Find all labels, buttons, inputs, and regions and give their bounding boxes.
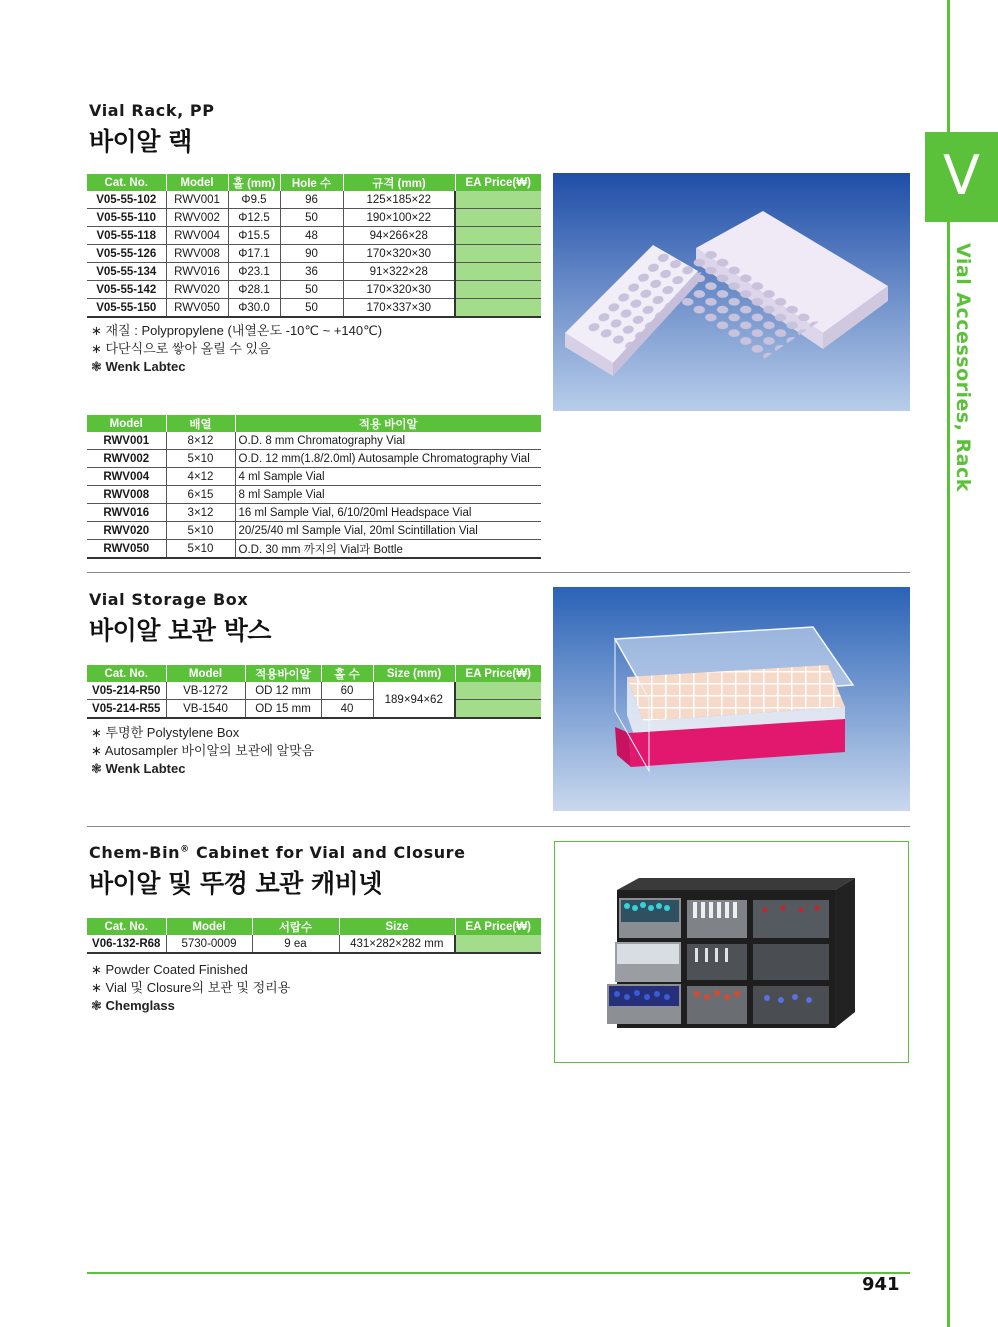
dimension: 94×266×28 — [343, 227, 455, 245]
cabinet-title-brand: Chem-Bin — [89, 843, 181, 862]
cabinet-notes — [91, 961, 290, 1015]
cat-no: V05-55-126 — [87, 245, 166, 263]
col-header: 적용바이알 — [245, 665, 321, 682]
hole-count: 96 — [280, 191, 343, 209]
cabinet-title-ko: 바이알 및 뚜껑 보관 캐비넷 — [89, 869, 382, 898]
table-row — [87, 281, 541, 299]
table-row — [87, 191, 541, 209]
col-header: Cat. No. — [87, 174, 166, 191]
array-layout: 5×10 — [166, 522, 235, 540]
dimension: 170×337×30 — [343, 299, 455, 318]
hole-count: 40 — [321, 700, 373, 719]
cat-no: V05-214-R50 — [87, 682, 166, 700]
hole-diameter: Φ9.5 — [228, 191, 280, 209]
hole-diameter: Φ12.5 — [228, 209, 280, 227]
model: RWV004 — [166, 227, 228, 245]
cabinet-photo — [554, 841, 909, 1063]
col-header: Size (mm) — [373, 665, 455, 682]
col-header: EA Price(₩) — [455, 174, 541, 191]
cat-no: V05-55-150 — [87, 299, 166, 318]
page-number: 941 — [862, 1274, 900, 1295]
table-row — [87, 486, 541, 504]
applicable-vial: O.D. 30 mm 까지의 Vial과 Bottle — [235, 540, 541, 559]
drawer-count: 9 ea — [252, 935, 339, 953]
applicable-vial: 4 ml Sample Vial — [235, 468, 541, 486]
table-header-row — [87, 665, 541, 682]
table-header-row — [87, 415, 541, 432]
table-row — [87, 450, 541, 468]
price-cell — [455, 281, 541, 299]
note-line: ∗ Autosampler 바이알의 보관에 알맞음 — [91, 743, 315, 758]
table-row — [87, 682, 541, 700]
section-tab-label: Vial Accessories, Rack — [952, 243, 974, 492]
vial-rack-title-ko: 바이알 랙 — [89, 127, 192, 156]
section-divider — [87, 572, 910, 573]
cat-no: V05-55-110 — [87, 209, 166, 227]
col-header: 규격 (mm) — [343, 174, 455, 191]
model: RWV001 — [87, 432, 166, 450]
vial-rack-notes — [91, 322, 382, 376]
hole-diameter: Φ23.1 — [228, 263, 280, 281]
cat-no: V06-132-R68 — [87, 935, 166, 953]
table-row — [87, 227, 541, 245]
col-header: 홀 수 — [321, 665, 373, 682]
model: VB-1540 — [166, 700, 245, 719]
price-cell — [455, 245, 541, 263]
col-header: 홀 (mm) — [228, 174, 280, 191]
hole-count: 36 — [280, 263, 343, 281]
note-line: ∗ 재질 : Polypropylene (내열온도 -10℃ ~ +140℃) — [91, 323, 383, 338]
hole-count: 48 — [280, 227, 343, 245]
applicable-vial: 20/25/40 ml Sample Vial, 20ml Scintillation Vial — [235, 522, 541, 540]
model: RWV002 — [87, 450, 166, 468]
table-row — [87, 245, 541, 263]
storage-box-notes — [91, 724, 314, 778]
cabinet-title-en — [89, 843, 466, 862]
cat-no: V05-55-134 — [87, 263, 166, 281]
brand-label: ❃ Chemglass — [91, 998, 175, 1013]
storage-box-title-en: Vial Storage Box — [89, 590, 249, 609]
col-header: Size — [339, 918, 455, 935]
col-header: Model — [87, 415, 166, 432]
size: 431×282×282 mm — [339, 935, 455, 953]
col-header: Cat. No. — [87, 665, 166, 682]
footer-rule — [87, 1272, 910, 1274]
cat-no: V05-214-R55 — [87, 700, 166, 719]
array-layout: 3×12 — [166, 504, 235, 522]
col-header: Model — [166, 174, 228, 191]
table-header-row — [87, 918, 541, 935]
dimension: 125×185×22 — [343, 191, 455, 209]
table-row — [87, 540, 541, 559]
table-row — [87, 263, 541, 281]
table-row — [87, 522, 541, 540]
price-cell — [455, 299, 541, 318]
section-tab-letter: V — [925, 132, 998, 222]
cabinet-title-rest: Cabinet for Vial and Closure — [189, 843, 466, 862]
model: RWV020 — [166, 281, 228, 299]
hole-diameter: Φ17.1 — [228, 245, 280, 263]
model: RWV002 — [166, 209, 228, 227]
model: RWV050 — [166, 299, 228, 318]
dimension: 91×322×28 — [343, 263, 455, 281]
array-layout: 6×15 — [166, 486, 235, 504]
price-cell — [455, 191, 541, 209]
array-layout: 4×12 — [166, 468, 235, 486]
cat-no: V05-55-142 — [87, 281, 166, 299]
registered-mark: ® — [180, 844, 190, 855]
price-cell — [455, 227, 541, 245]
hole-diameter: Φ28.1 — [228, 281, 280, 299]
dimension: 190×100×22 — [343, 209, 455, 227]
hole-diameter: Φ15.5 — [228, 227, 280, 245]
storage-box-title-ko: 바이알 보관 박스 — [89, 616, 271, 645]
price-cell — [455, 700, 541, 719]
table-row — [87, 432, 541, 450]
applicable-vial: O.D. 12 mm(1.8/2.0ml) Autosample Chromatography Vial — [235, 450, 541, 468]
vial-rack-table — [87, 174, 541, 318]
model: RWV016 — [87, 504, 166, 522]
model: RWV008 — [166, 245, 228, 263]
array-layout: 5×10 — [166, 540, 235, 559]
price-cell — [455, 209, 541, 227]
col-header: 적용 바이알 — [235, 415, 541, 432]
brand-label: ❃ Wenk Labtec — [91, 761, 186, 776]
hole-count: 50 — [280, 299, 343, 318]
model: RWV004 — [87, 468, 166, 486]
size: 189×94×62 — [373, 682, 455, 718]
applicable-vial: 16 ml Sample Vial, 6/10/20ml Headspace Vial — [235, 504, 541, 522]
table-row — [87, 209, 541, 227]
price-cell — [455, 935, 541, 953]
note-line: ∗ Vial 및 Closure의 보관 및 정리용 — [91, 980, 291, 995]
table-row — [87, 700, 541, 719]
note-line: ∗ 다단식으로 쌓아 올릴 수 있음 — [91, 341, 271, 356]
storage-box-table — [87, 665, 541, 719]
note-line: ∗ Powder Coated Finished — [91, 962, 248, 977]
vial-rack-application-table — [87, 415, 541, 559]
applicable-vial: OD 15 mm — [245, 700, 321, 719]
vial-rack-photo — [553, 173, 910, 411]
hole-diameter: Φ30.0 — [228, 299, 280, 318]
hole-count: 50 — [280, 281, 343, 299]
model: VB-1272 — [166, 682, 245, 700]
model: 5730-0009 — [166, 935, 252, 953]
cat-no: V05-55-102 — [87, 191, 166, 209]
col-header: Model — [166, 665, 245, 682]
hole-count: 60 — [321, 682, 373, 700]
col-header: EA Price(₩) — [455, 918, 541, 935]
storage-box-photo — [553, 587, 910, 811]
applicable-vial: O.D. 8 mm Chromatography Vial — [235, 432, 541, 450]
brand-label: ❃ Wenk Labtec — [91, 359, 186, 374]
table-row — [87, 935, 541, 953]
col-header: 서랍수 — [252, 918, 339, 935]
array-layout: 5×10 — [166, 450, 235, 468]
col-header: Model — [166, 918, 252, 935]
table-row — [87, 504, 541, 522]
col-header: EA Price(₩) — [455, 665, 541, 682]
applicable-vial: OD 12 mm — [245, 682, 321, 700]
model: RWV008 — [87, 486, 166, 504]
model: RWV050 — [87, 540, 166, 559]
cabinet-table — [87, 918, 541, 954]
col-header: Hole 수 — [280, 174, 343, 191]
cat-no: V05-55-118 — [87, 227, 166, 245]
model: RWV020 — [87, 522, 166, 540]
vial-rack-title-en: Vial Rack, PP — [89, 101, 215, 120]
col-header: Cat. No. — [87, 918, 166, 935]
hole-count: 50 — [280, 209, 343, 227]
hole-count: 90 — [280, 245, 343, 263]
table-row — [87, 299, 541, 318]
model: RWV001 — [166, 191, 228, 209]
price-cell — [455, 682, 541, 700]
dimension: 170×320×30 — [343, 245, 455, 263]
section-divider — [87, 826, 910, 827]
applicable-vial: 8 ml Sample Vial — [235, 486, 541, 504]
table-row — [87, 468, 541, 486]
note-line: ∗ 투명한 Polystylene Box — [91, 725, 240, 740]
array-layout: 8×12 — [166, 432, 235, 450]
price-cell — [455, 263, 541, 281]
dimension: 170×320×30 — [343, 281, 455, 299]
col-header: 배열 — [166, 415, 235, 432]
model: RWV016 — [166, 263, 228, 281]
table-header-row — [87, 174, 541, 191]
